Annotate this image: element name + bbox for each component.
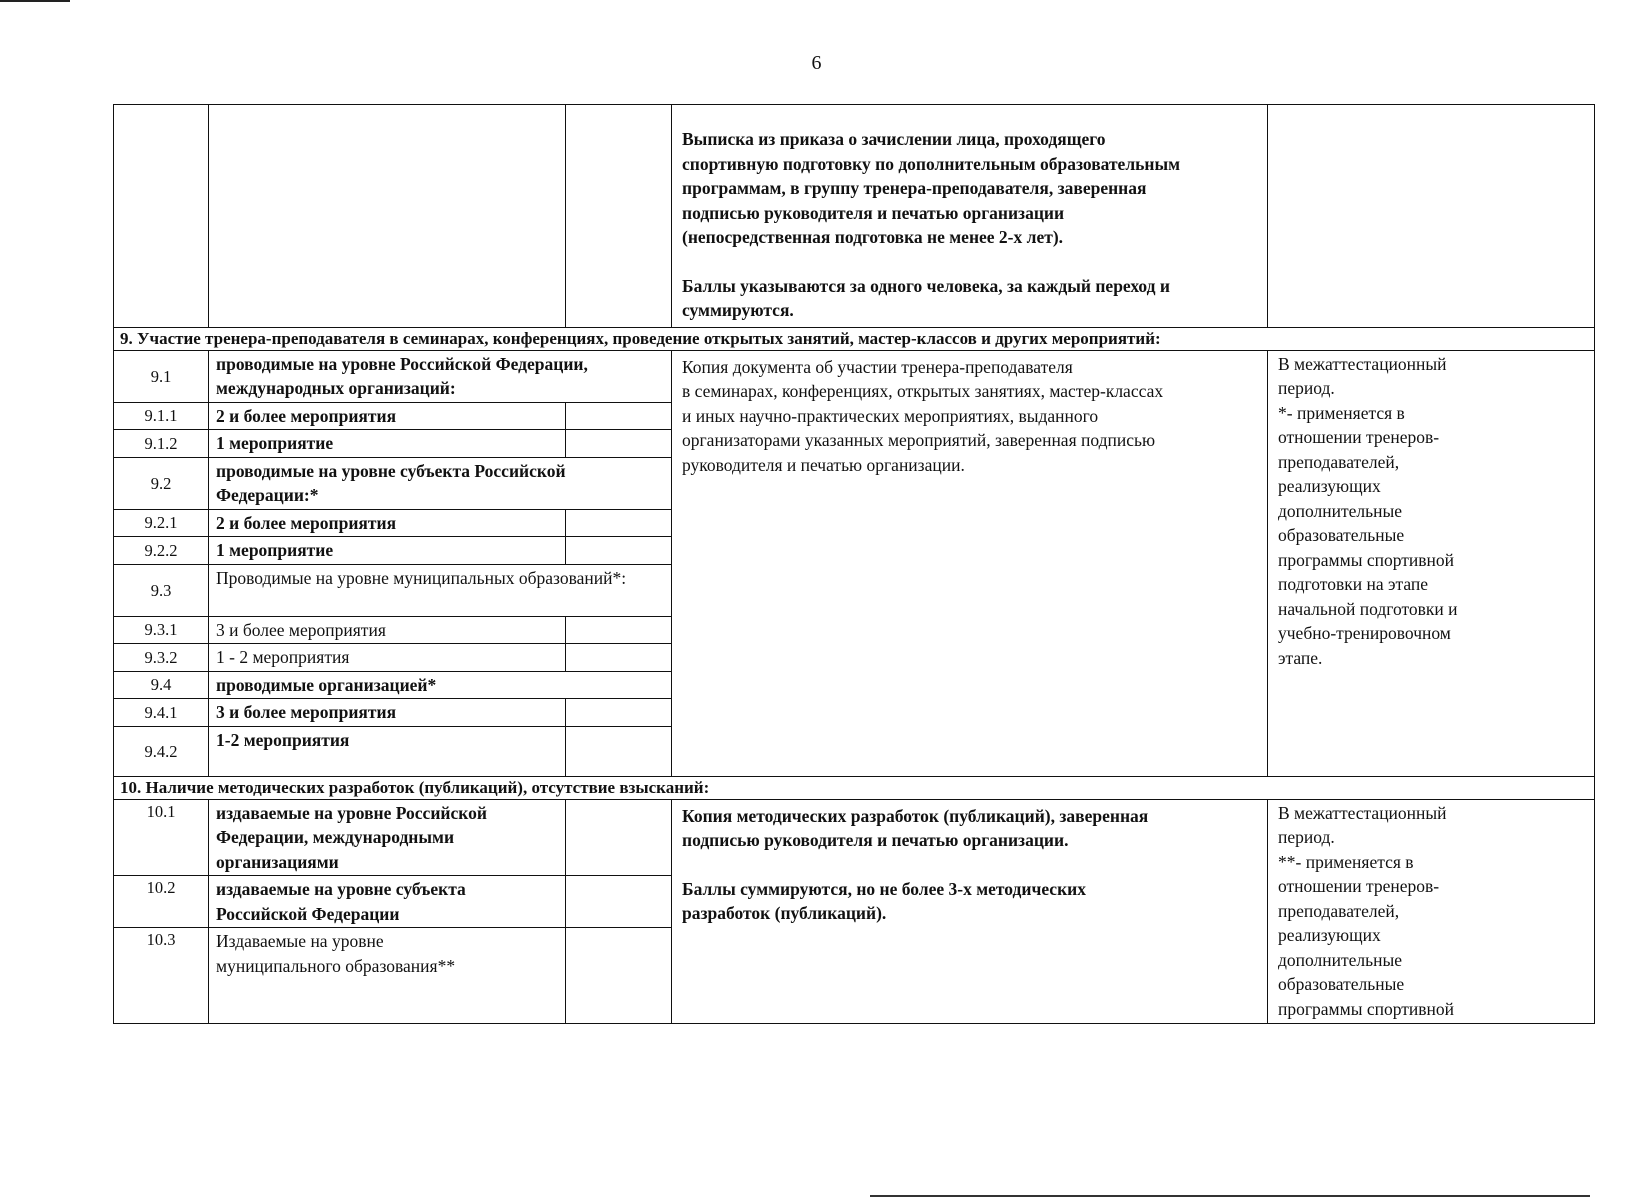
points-cell (566, 726, 672, 776)
criterion-label: проводимые на уровне Российской Федерации, международных организаций: (209, 350, 672, 402)
criterion-line: Российской Федерации (216, 903, 400, 924)
document-line: в семинарах, конференциях, открытых занятиях, мастер-классах (682, 381, 1164, 402)
row-number: 9.3 (114, 564, 209, 616)
points-cell (566, 509, 672, 537)
note-line: программы спортивной (1278, 998, 1454, 1019)
note-line: В межаттестационный (1278, 353, 1447, 374)
criterion-line: Федерации, международными (216, 827, 455, 848)
row-number: 9.4.2 (114, 726, 209, 776)
section-10-heading: 10. Наличие методических разработок (публикаций), отсутствие взысканий: (114, 776, 1595, 799)
criterion-label: 2 и более мероприятия (209, 402, 566, 430)
note-line: В межаттестационный (1278, 802, 1447, 823)
criterion-label: проводимые на уровне субъекта Российской Федерации:* (209, 457, 672, 509)
document-line: программам, в группу тренера-преподавателя, заверенная (682, 178, 1147, 198)
table-row (114, 350, 1595, 402)
note-line: преподавателей, (1278, 900, 1400, 921)
note-line: отношении тренеров- (1278, 427, 1440, 448)
row-number: 9.4 (114, 671, 209, 699)
row-number: 9.2.2 (114, 537, 209, 565)
note-cell (1268, 350, 1595, 776)
criterion-label: Проводимые на уровне муниципальных образований*: (209, 564, 672, 616)
note-line: *- применяется в (1278, 402, 1405, 423)
note-line: реализующих (1278, 925, 1381, 946)
criterion-label (209, 876, 566, 928)
points-cell (566, 105, 672, 328)
row-number: 9.2 (114, 457, 209, 509)
points-cell (566, 430, 672, 458)
points-cell (566, 928, 672, 1024)
scoring-line: разработок (публикаций). (682, 903, 887, 924)
row-number: 9.1.1 (114, 402, 209, 430)
document-line: руководителя и печатью организации. (682, 454, 965, 475)
document-line: и иных научно-практических мероприятиях, выданного (682, 405, 1099, 426)
points-cell (566, 616, 672, 644)
points-cell (566, 402, 672, 430)
note-line: период. (1278, 827, 1335, 848)
note-line: реализующих (1278, 476, 1381, 497)
criterion-cell (209, 105, 566, 328)
note-line: дополнительные (1278, 500, 1403, 521)
document-line: спортивную подготовку по дополнительным образовательным (682, 153, 1181, 174)
points-cell (566, 699, 672, 727)
document-line: подписью руководителя и печатью организации. (682, 830, 1069, 851)
document-cell (672, 105, 1268, 328)
criterion-line: муниципального образования** (216, 955, 456, 976)
document-line: Выписка из приказа о зачислении лица, проходящего (682, 129, 1106, 149)
criterion-line: организациями (216, 851, 339, 872)
criterion-label: 1 мероприятие (209, 537, 566, 565)
row-number: 9.4.1 (114, 699, 209, 727)
criterion-label: 2 и более мероприятия (209, 509, 566, 537)
criterion-line: издаваемые на уровне субъекта (216, 879, 466, 900)
row-number: 9.3.1 (114, 616, 209, 644)
criterion-label: 1 мероприятие (209, 430, 566, 458)
row-number: 9.1.2 (114, 430, 209, 458)
criterion-label: 3 и более мероприятия (209, 699, 566, 727)
note-line: дополнительные (1278, 949, 1403, 970)
note-line: начальной подготовки и (1278, 598, 1458, 619)
scoring-line: Баллы суммируются, но не более 3-х методических (682, 878, 1086, 899)
note-line: программы спортивной (1278, 549, 1454, 570)
document-line: (непосредственная подготовка не менее 2-х лет). (682, 227, 1064, 247)
document-line: подписью руководителя и печатью организации (682, 202, 1065, 223)
scoring-line: Баллы указываются за одного человека, за каждый переход и (682, 275, 1170, 296)
note-line: учебно-тренировочном (1278, 623, 1451, 644)
section-9-heading: 9. Участие тренера-преподавателя в семинарах, конференциях, проведение открытых занятий, мастер-классов и других мероприятий: (114, 327, 1595, 350)
document-line: Копия документа об участии тренера-преподавателя (682, 356, 1073, 377)
scan-edge-mark (0, 0, 70, 2)
criterion-label: 3 и более мероприятия (209, 616, 566, 644)
document-cell (672, 350, 1268, 776)
section-heading-row (114, 327, 1595, 350)
document-line: организаторами указанных мероприятий, заверенная подписью (682, 430, 1156, 451)
note-line: образовательные (1278, 974, 1405, 995)
row-number: 10.3 (114, 928, 209, 1024)
points-cell (566, 644, 672, 672)
row-number: 10.2 (114, 876, 209, 928)
row-number: 9.3.2 (114, 644, 209, 672)
points-cell (566, 876, 672, 928)
document-cell (672, 799, 1268, 1024)
note-cell (1268, 799, 1595, 1024)
criterion-label (209, 799, 566, 876)
scan-edge-mark (870, 1195, 1590, 1197)
criterion-label: 1-2 мероприятия (209, 726, 566, 776)
note-line: образовательные (1278, 525, 1405, 546)
note-line: этапе. (1278, 647, 1323, 668)
points-cell (566, 537, 672, 565)
criterion-line: издаваемые на уровне Российской (216, 802, 487, 823)
note-line: период. (1278, 378, 1335, 399)
note-line: подготовки на этапе (1278, 574, 1428, 595)
criterion-label (209, 928, 566, 1024)
row-number: 9.1 (114, 350, 209, 402)
scoring-line: суммируются. (682, 300, 794, 320)
criterion-label: 1 - 2 мероприятия (209, 644, 566, 672)
note-line: **- применяется в (1278, 851, 1414, 872)
points-cell (566, 799, 672, 876)
section-heading-row (114, 776, 1595, 799)
table-row (114, 799, 1595, 876)
table-row (114, 105, 1595, 328)
document-line: Копия методических разработок (публикаций), заверенная (682, 805, 1149, 826)
row-number: 10.1 (114, 799, 209, 876)
number-cell (114, 105, 209, 328)
criterion-line: Издаваемые на уровне (216, 931, 384, 952)
note-cell (1268, 105, 1595, 328)
row-number: 9.2.1 (114, 509, 209, 537)
criteria-table (113, 104, 1595, 1024)
page-number: 6 (811, 52, 822, 74)
note-line: преподавателей, (1278, 451, 1400, 472)
note-line: отношении тренеров- (1278, 876, 1440, 897)
criterion-label: проводимые организацией* (209, 671, 672, 699)
